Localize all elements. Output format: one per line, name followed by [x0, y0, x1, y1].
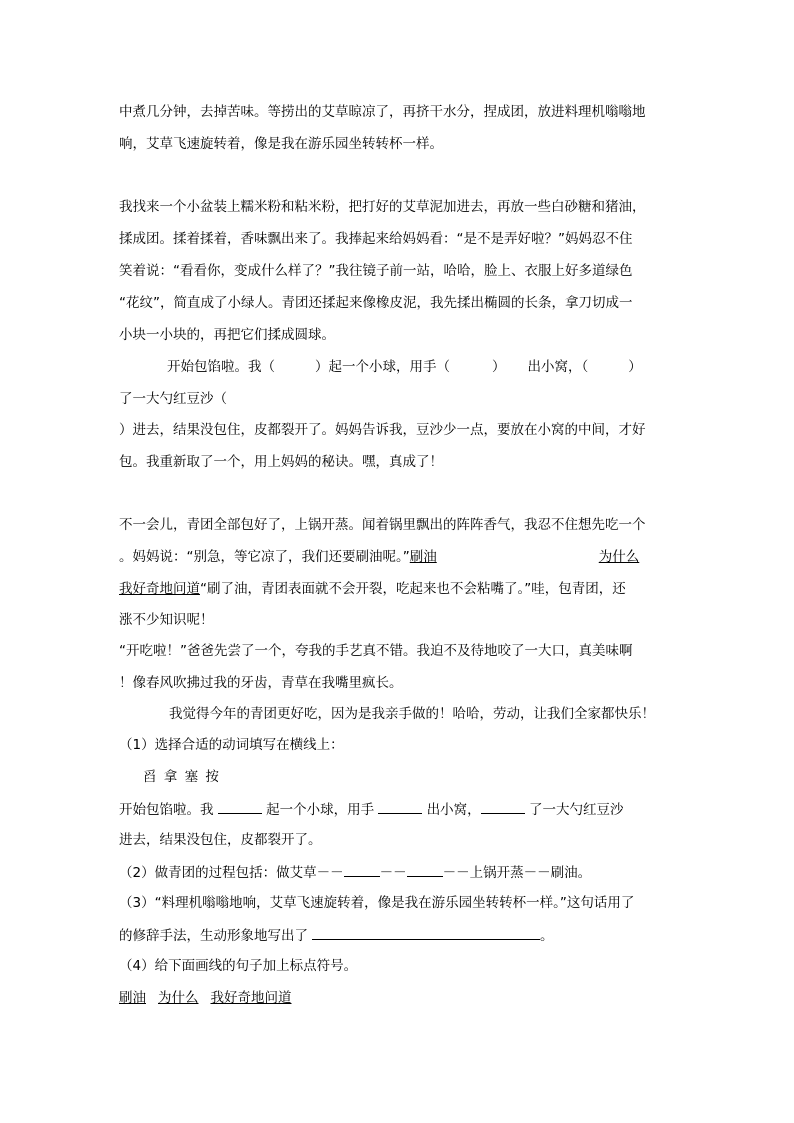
passage-line: 不一会儿，青团全部包好了，上锅开蒸。闻着锅里飘出的阵阵香气，我忍不住想先吃一个	[119, 517, 646, 533]
passage-line: 中煮几分钟，去掉苦味。等捞出的艾草晾凉了，再挤干水分，捏成团，放进料理机嗡嗡地	[119, 104, 646, 120]
passage-line: 我觉得今年的青团更好吃，因为是我亲手做的！哈哈，劳动，让我们全家都快乐！	[169, 706, 655, 722]
question-2: （2）做青团的过程包括：做艾草－－ －－ －－上锅开蒸－－刷油。	[119, 862, 591, 882]
passage-line: 揉成团。揉着揉着，香味飘出来了。我捧起来给妈妈看：“是不是弄好啦？”妈妈忍不住	[119, 231, 633, 247]
passage-line: ！像春风吹拂过我的牙齿，青草在我嘴里疯长。	[119, 675, 403, 691]
word-bank: 舀 拿 塞 按	[143, 769, 219, 785]
passage-line: 小块一小块的，再把它们揉成圆球。	[119, 327, 335, 343]
answer-blank[interactable]	[481, 799, 525, 814]
question-1-line: 进去，结果没包住，皮都裂开了。	[119, 832, 322, 848]
answer-blank[interactable]	[344, 862, 380, 877]
question-1-title: （1）选择合适的动词填写在横线上：	[119, 737, 344, 753]
answer-blank[interactable]	[378, 799, 422, 814]
question-3-line: （3）“料理机嗡嗡地响，艾草飞速旋转着，像是我在游乐园坐转转杯一样。”这句话用了	[119, 895, 635, 911]
passage-line: ）进去，结果没包住，皮都裂开了。妈妈告诉我，豆沙少一点，要放在小窝的中间，才好	[119, 422, 646, 438]
underlined-phrase: 刷油 为什么 我好奇地问道	[119, 990, 292, 1006]
passage-line: 我找来一个小盆装上糯米粉和粘米粉，把打好的艾草泥加进去，再放一些白砂糖和猪油，	[119, 199, 646, 215]
underlined-phrase: 我好奇地问道	[119, 581, 200, 597]
passage-line: “开吃啦！”爸爸先尝了一个，夸我的手艺真不错。我迫不及待地咬了一大口，真美味啊	[119, 643, 633, 659]
question-3-line: 的修辞手法，生动形象地写出了 。	[119, 925, 554, 945]
question-4-underlined	[119, 988, 292, 1008]
passage-line: 包。我重新取了一个，用上妈妈的秘诀。嘿，真成了！	[119, 454, 443, 470]
answer-blank[interactable]	[407, 862, 443, 877]
answer-blank[interactable]	[218, 799, 262, 814]
question-1-line: 开始包馅啦。我 起一个小球，用手 出小窝， 了一大勺红豆沙	[119, 799, 623, 819]
underlined-phrase: 刷油 为什么	[409, 549, 640, 565]
passage-line: 笑着说：“看看你，变成什么样了？”我往镜子前一站，哈哈，脸上、衣服上好多道绿色	[119, 263, 633, 279]
answer-blank[interactable]	[312, 925, 540, 940]
question-4-title: （4）给下面画线的句子加上标点符号。	[119, 958, 358, 974]
passage-line: 了一大勺红豆沙（	[119, 391, 227, 407]
passage-line-with-blanks: 开始包馅啦。我（ ）起一个小球，用手（ ） 出小窝，（ ）	[167, 359, 642, 375]
passage-line-underlined: 。妈妈说：“别急，等它凉了，我们还要刷油呢。”刷油 为什么	[119, 549, 640, 565]
passage-line: 响，艾草飞速旋转着，像是我在游乐园坐转转杯一样。	[119, 136, 443, 152]
passage-line: “花纹”，简直成了小绿人。青团还揉起来像橡皮泥，我先揉出椭圆的长条，拿刀切成一	[119, 295, 633, 311]
passage-line: 涨不少知识呢！	[119, 612, 214, 628]
passage-line-underlined: 我好奇地问道“刷了油，青团表面就不会开裂，吃起来也不会粘嘴了。”哇，包青团，还	[119, 581, 626, 597]
